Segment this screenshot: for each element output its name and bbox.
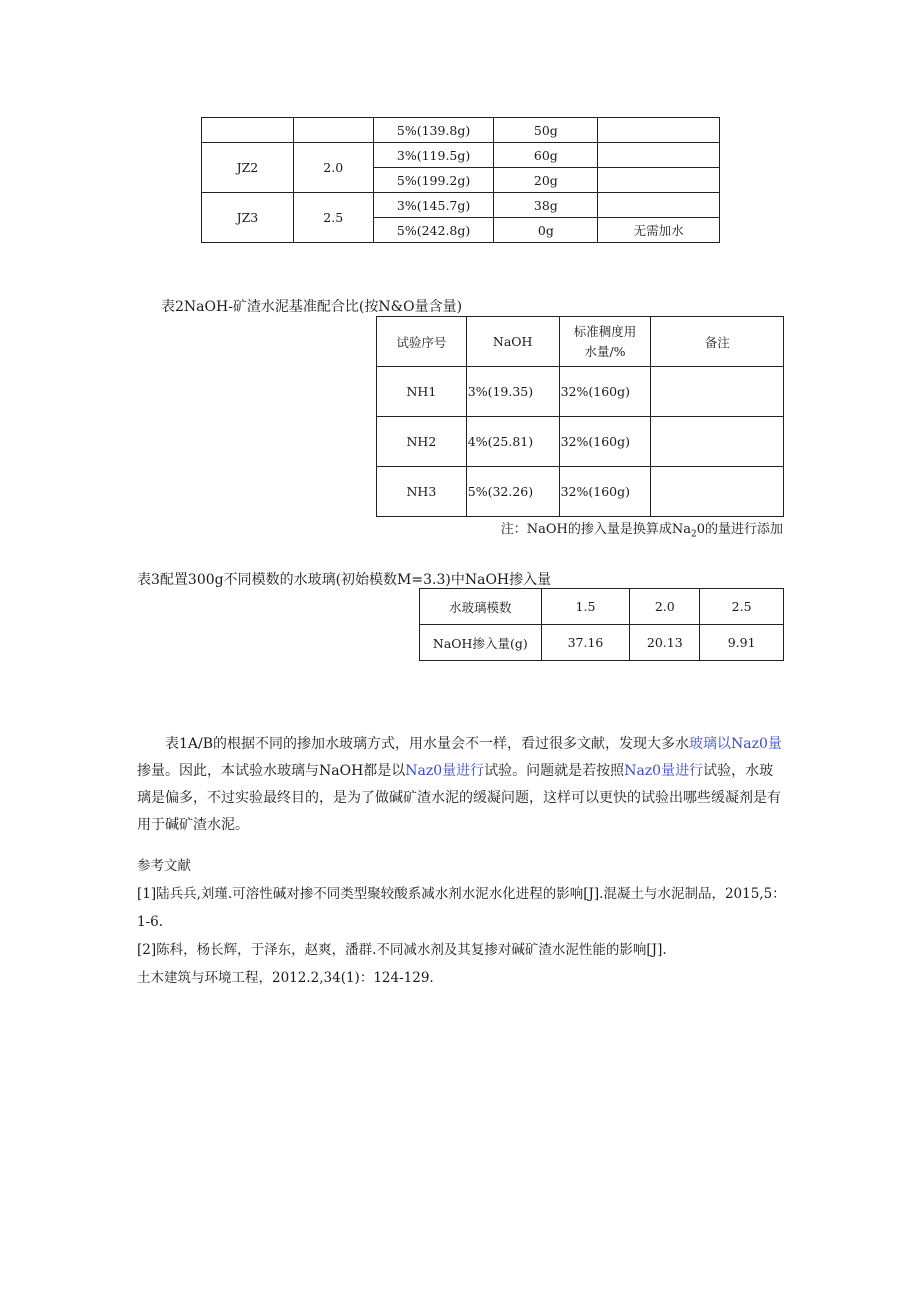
table-row — [202, 118, 720, 143]
table-row — [202, 193, 720, 218]
table-cell — [598, 143, 720, 168]
table-cell: 3%(145.7g) — [373, 193, 494, 218]
table-cell: 2.0 — [630, 589, 700, 625]
reference-item: [1]陆兵兵,刘瑾.可溶性碱对掺不同类型聚较酸系减水剂水泥水化进程的影响[J].混凝土与水泥制品，2015,5：1-6. — [137, 886, 786, 930]
table-cell — [202, 118, 294, 143]
table-cell — [293, 118, 373, 143]
table-cell: 5%(199.2g) — [373, 168, 494, 193]
table-row — [420, 589, 784, 625]
table-cell — [651, 467, 784, 517]
table-cell-id: JZ3 — [202, 193, 294, 243]
body-paragraph — [137, 731, 787, 839]
table-header-cell: 备注 — [651, 317, 784, 367]
text-run: 试验，水玻璃是偏多，不过实验最终目的，是为了做碱矿渣水泥的缓凝问题，这样可以更快的试验出哪些缓凝剂是有用于碱矿渣水泥。 — [137, 763, 781, 833]
table-header-cell: NaOH — [466, 317, 559, 367]
table-cell: 无需加水 — [598, 218, 720, 243]
table-row — [377, 367, 784, 417]
table-cell-ratio: 2.5 — [293, 193, 373, 243]
table-cell: 20.13 — [630, 625, 700, 661]
table-2-note — [501, 518, 783, 540]
table-cell: 32%(160g) — [559, 467, 651, 517]
text-run: 掺量。因此，本试验水玻璃与NaOH都是以 — [137, 763, 406, 779]
table-2-caption: 表2NaOH-矿渣水泥基准配合比(按N&O量含量) — [161, 299, 463, 315]
table-cell — [598, 193, 720, 218]
table-cell: 3%(19.35) — [466, 367, 559, 417]
table-cell: NH3 — [377, 467, 467, 517]
table-header-row — [377, 317, 784, 367]
table-cell: 5%(242.8g) — [373, 218, 494, 243]
table-row — [202, 143, 720, 168]
table-cell: NH2 — [377, 417, 467, 467]
table-2 — [376, 316, 784, 517]
text-run: 表1A/B的根据不同的掺加水玻璃方式，用水量会不一样，看过很多文献，发现大多水 — [165, 736, 690, 752]
table-cell — [651, 367, 784, 417]
table-cell: 38g — [494, 193, 598, 218]
table-row — [377, 417, 784, 467]
references-section — [137, 852, 787, 992]
table-cell — [598, 168, 720, 193]
table-1-continuation — [201, 117, 720, 243]
table-cell-ratio: 2.0 — [293, 143, 373, 193]
table-cell: 37.16 — [541, 625, 630, 661]
table-cell: 水玻璃模数 — [420, 589, 542, 625]
table-3 — [419, 588, 784, 661]
table-header-cell: 试验序号 — [377, 317, 467, 367]
paragraph-text — [137, 731, 787, 839]
table-cell: 60g — [494, 143, 598, 168]
table-cell: 20g — [494, 168, 598, 193]
table-cell: NaOH掺入量(g) — [420, 625, 542, 661]
table-cell: 5%(139.8g) — [373, 118, 494, 143]
table-3-caption: 表3配置300g不同模数的水玻璃(初始模数M=3.3)中NaOH掺入量 — [137, 572, 552, 588]
text-run: 试验。问题就是若按照 — [484, 763, 625, 779]
table-cell: 1.5 — [541, 589, 630, 625]
table-row — [420, 625, 784, 661]
table-cell: 4%(25.81) — [466, 417, 559, 467]
table-cell: NH1 — [377, 367, 467, 417]
table-cell-id: JZ2 — [202, 143, 294, 193]
table-cell: 0g — [494, 218, 598, 243]
note-text: 0的量进行添加 — [696, 522, 783, 537]
table-cell: 32%(160g) — [559, 367, 651, 417]
table-cell: 50g — [494, 118, 598, 143]
table-cell: 32%(160g) — [559, 417, 651, 467]
table-cell — [651, 417, 784, 467]
highlighted-text: Naz0量进行 — [624, 763, 704, 779]
highlighted-text: Naz0量进行 — [405, 763, 485, 779]
table-row — [377, 467, 784, 517]
table-cell: 5%(32.26) — [466, 467, 559, 517]
table-cell — [598, 118, 720, 143]
table-cell: 3%(119.5g) — [373, 143, 494, 168]
reference-item: 土木建筑与环境工程，2012.2,34(1)：124-129. — [137, 970, 434, 986]
references-title: 参考文献 — [137, 858, 191, 874]
note-text: 注：NaOH的掺入量是换算成Na — [500, 522, 691, 537]
table-cell: 2.5 — [700, 589, 784, 625]
reference-item: [2]陈科，杨长辉，于泽东，赵爽，潘群.不同减水剂及其复掺对碱矿渣水泥性能的影响[J]. — [137, 942, 667, 958]
table-cell: 9.91 — [700, 625, 784, 661]
note-subscript: 2 — [690, 529, 697, 540]
highlighted-text: 玻璃以Naz0量 — [689, 736, 782, 752]
table-header-cell: 标准稠度用水量/% — [559, 317, 651, 367]
